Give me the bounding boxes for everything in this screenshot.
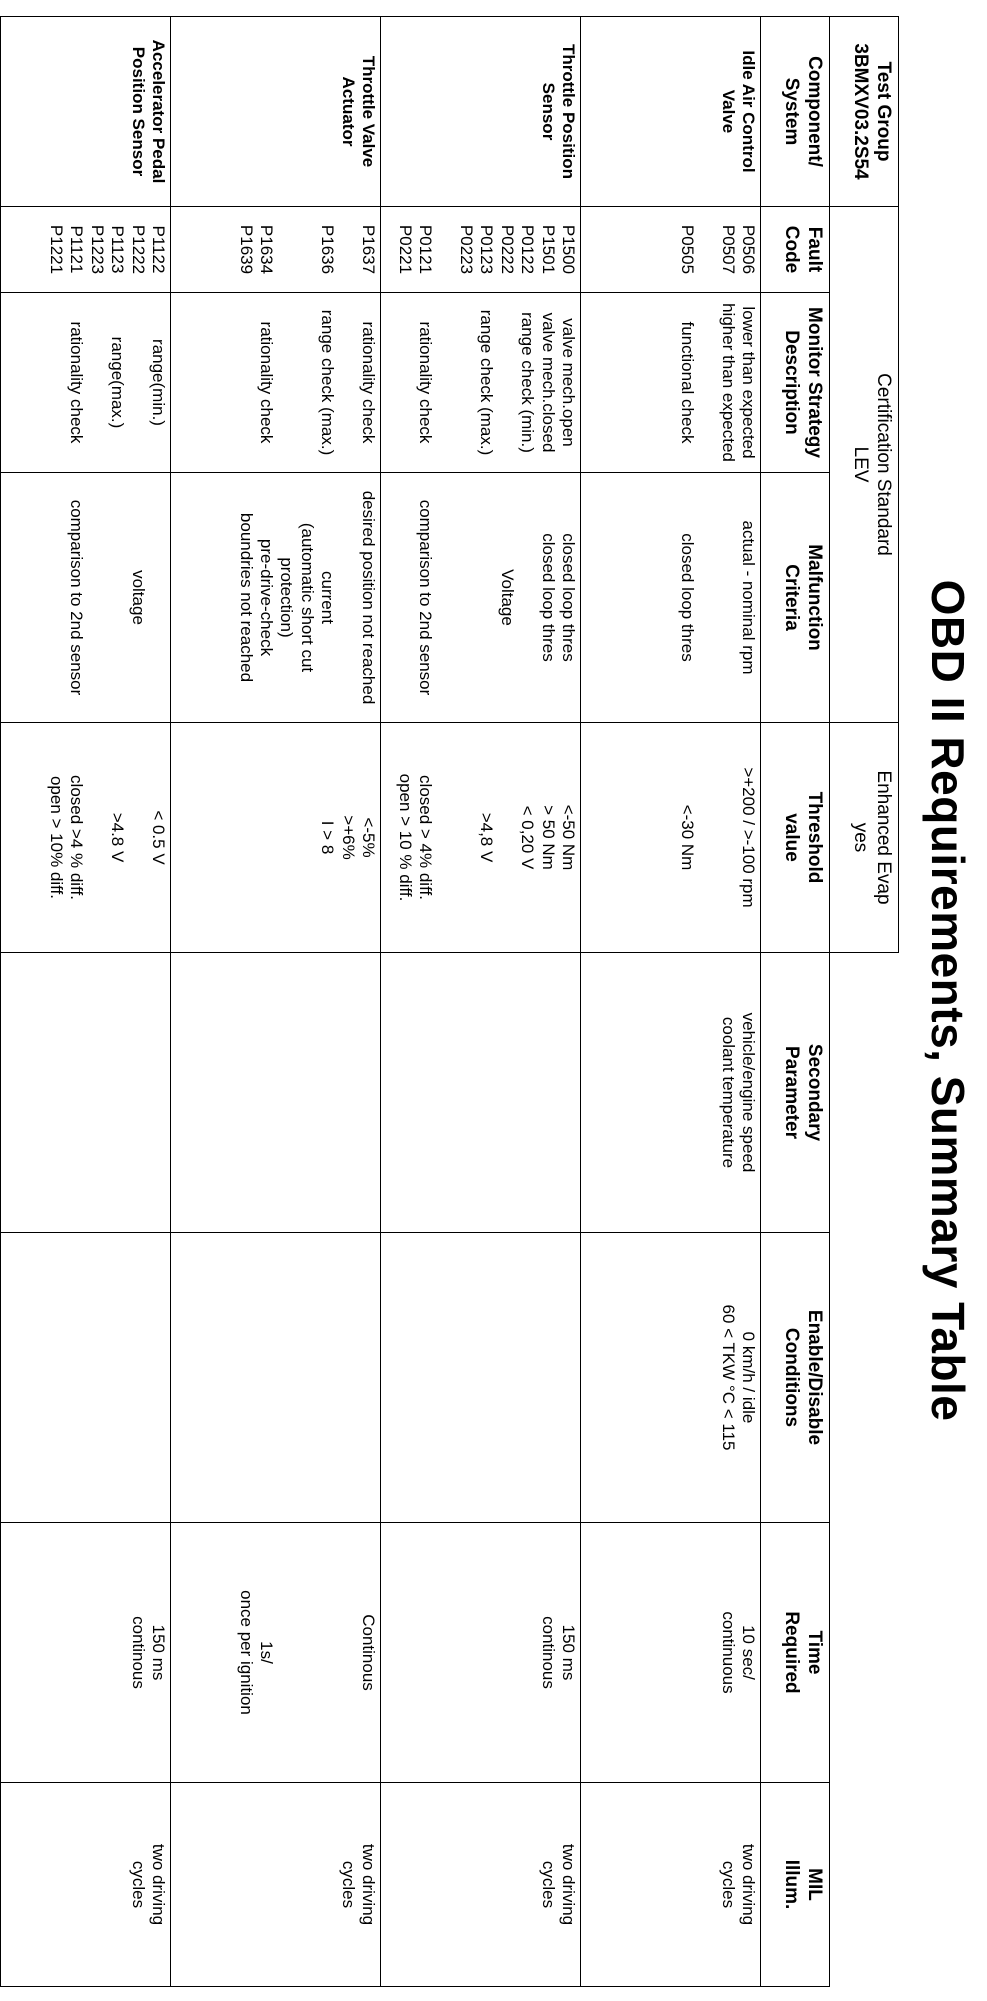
column-header-line: Component/: [804, 56, 825, 167]
test-group-header: Test Group 3BMXV03.2S54: [830, 17, 899, 207]
cell-threshold-value: [581, 723, 761, 953]
table-row: [171, 17, 381, 1987]
cell-line: > 50 Nm: [538, 805, 558, 870]
cell-line: open > 10% diff.: [47, 775, 67, 900]
cell-component: [0, 17, 1, 207]
cell-line: Actuator: [338, 76, 358, 147]
cell-line: [296, 211, 316, 288]
cell-line: higher than expected: [718, 303, 738, 462]
cell-line: < 0.5 V: [149, 810, 168, 865]
cell-line: [717, 727, 737, 948]
cell-monitor-strategy: [1, 293, 171, 473]
cell-line: < 0,20 V: [518, 805, 538, 870]
cell-secondary-parameter: [1, 953, 171, 1233]
cell-line: [46, 477, 66, 718]
cell-line: [46, 297, 66, 468]
cell-time-required: [1, 1523, 171, 1783]
cell-line: [86, 727, 106, 948]
cell-line: continuous: [718, 1611, 738, 1694]
cell-fault-code: [1, 207, 171, 293]
cell-line: [276, 727, 296, 948]
column-header-line: Description: [781, 330, 803, 435]
cell-line: lower than expected: [739, 306, 758, 459]
cell-threshold-value: [171, 723, 381, 953]
cell-line: [256, 727, 276, 948]
cell-line: boundries not reached: [236, 512, 256, 683]
cell-line: Throttle Valve: [359, 55, 378, 168]
cell-line: [86, 477, 106, 718]
column-header-line: System: [781, 77, 803, 146]
column-header-fault-code: [761, 207, 830, 293]
cell-line: actual - nominal rpm: [739, 520, 758, 675]
cell-line: rationality check: [416, 321, 436, 444]
cell-component: [381, 17, 581, 207]
cell-line: [435, 211, 455, 288]
cell-time-required: [381, 1523, 581, 1783]
table-row: [381, 17, 581, 1987]
cell-line: Valve: [718, 89, 738, 134]
cell-fault-code: [381, 207, 581, 293]
cell-line: [697, 477, 717, 718]
cell-line: comparison to 2nd sensor: [67, 499, 87, 696]
cell-line: Voltage: [497, 569, 517, 626]
cell-line: 150 ms: [559, 1624, 578, 1681]
cell-line: [337, 1527, 357, 1778]
cell-mil-illum: [0, 1783, 1, 1987]
cell-line: vehicle/engine speed: [739, 1012, 758, 1173]
cell-line: 1s/: [257, 1641, 277, 1664]
cell-line: P1636: [318, 224, 338, 275]
cell-line: closed loop thres: [559, 533, 578, 662]
cell-secondary-parameter: [381, 953, 581, 1233]
cell-line: Position Sensor: [128, 46, 148, 177]
cell-line: [127, 297, 147, 468]
cell-line: [456, 727, 476, 948]
column-header-enable-conditions: [761, 1233, 830, 1523]
cell-line: [276, 211, 296, 288]
cell-line: valve mech.open: [559, 318, 578, 447]
cell-line: P0505: [677, 224, 697, 275]
cell-line: P1122: [149, 225, 168, 274]
column-header-malfunction-criteria: [761, 473, 830, 723]
cell-line: <-50 Nm: [559, 804, 578, 871]
cell-line: closed loop thres: [538, 533, 558, 662]
cell-line: [317, 1527, 337, 1778]
cell-line: range(max.): [108, 336, 128, 429]
cell-line: two driving: [739, 1843, 758, 1926]
cell-line: once per ignition: [236, 1590, 256, 1715]
cell-time-required: [581, 1523, 761, 1783]
cell-line: P0222: [497, 224, 517, 275]
enhanced-evap-header: Enhanced Evap yes: [830, 723, 899, 953]
cell-line: P1634: [257, 224, 277, 275]
cell-malfunction-criteria: [581, 473, 761, 723]
cell-line: comparison to 2nd sensor: [416, 499, 436, 696]
column-header-monitor-strategy: [761, 293, 830, 473]
cell-line: [358, 1237, 378, 1518]
cell-line: voltage: [128, 570, 148, 625]
column-header-line: value: [781, 813, 803, 862]
cell-line: valve mech.closed: [538, 312, 558, 453]
cell-line: I > 8: [318, 820, 338, 855]
cell-line: [148, 477, 168, 718]
cell-line: [337, 297, 357, 468]
cell-fault-code: [581, 207, 761, 293]
cell-line: continous: [538, 1616, 558, 1689]
column-header-threshold-value: [761, 723, 830, 953]
cell-line: P1223: [87, 224, 107, 275]
cell-enable-conditions: [171, 1233, 381, 1523]
cell-line: >+6%: [338, 815, 358, 860]
cell-time-required: [0, 1523, 1, 1783]
cell-line: [127, 727, 147, 948]
cell-line: [496, 727, 516, 948]
column-header-line: Conditions: [781, 1327, 803, 1428]
table-row: [1, 17, 171, 1987]
cell-line: [394, 477, 414, 718]
cell-line: two driving: [149, 1843, 168, 1926]
cell-line: [496, 297, 516, 468]
cell-line: [337, 211, 357, 288]
cell-line: protection): [277, 557, 297, 638]
column-header-row: [761, 17, 830, 1987]
cell-line: P1221: [47, 224, 67, 275]
cell-line: P1222: [128, 224, 148, 275]
column-header-line: Monitor Strategy: [804, 307, 825, 458]
cell-line: [697, 727, 717, 948]
cell-malfunction-criteria: [1, 473, 171, 723]
cell-enable-conditions: [581, 1233, 761, 1523]
cell-line: Sensor: [538, 82, 558, 141]
column-header-line: Threshold: [804, 791, 825, 884]
cell-line: >4,8 V: [477, 812, 497, 863]
cell-secondary-parameter: [0, 953, 1, 1233]
cell-line: P1501: [538, 224, 558, 275]
column-header-line: Enable/Disable: [804, 1309, 825, 1446]
cell-line: cycles: [538, 1860, 558, 1909]
cell-monitor-strategy: [0, 293, 1, 473]
cell-enable-conditions: [1, 1233, 171, 1523]
cell-line: rationality check: [359, 321, 378, 444]
blank-header-area: [830, 953, 899, 1987]
cell-line: [456, 477, 476, 718]
table-row: [581, 17, 761, 1987]
cell-line: [697, 297, 717, 468]
cell-line: [296, 297, 316, 468]
cell-mil-illum: [381, 1783, 581, 1987]
cell-line: range(min.): [149, 339, 168, 426]
column-header-line: MIL: [804, 1868, 825, 1901]
cell-line: [276, 1527, 296, 1778]
column-header-line: Code: [781, 225, 803, 274]
cell-line: closed loop thres: [677, 533, 697, 662]
cell-line: P0122: [518, 224, 538, 275]
cell-line: [337, 477, 357, 718]
cell-time-required: [171, 1523, 381, 1783]
cell-monitor-strategy: [581, 293, 761, 473]
column-header-line: Malfunction: [804, 544, 825, 651]
cell-line: [394, 297, 414, 468]
cell-line: range check (max.): [477, 309, 497, 456]
document-title: OBD II Requirements, Summary Table: [922, 579, 974, 1422]
column-header-component: [761, 17, 830, 207]
cell-line: P1500: [559, 224, 578, 275]
cell-line: P1123: [108, 225, 128, 274]
cell-fault-code: [171, 207, 381, 293]
cell-line: [148, 957, 168, 1228]
cell-line: closed > 4% diff.: [416, 775, 436, 900]
cell-line: P0121: [416, 224, 436, 275]
cell-malfunction-criteria: [0, 473, 1, 723]
cell-enable-conditions: [0, 1233, 1, 1523]
cell-line: [476, 477, 496, 718]
column-header-line: Criteria: [781, 564, 803, 631]
column-header-time-required: [761, 1523, 830, 1783]
cell-line: [86, 297, 106, 468]
cell-secondary-parameter: [581, 953, 761, 1233]
cell-line: rationality check: [257, 321, 277, 444]
cell-line: pre-drive-check: [257, 538, 277, 657]
cell-line: [358, 957, 378, 1228]
cell-line: P0507: [718, 224, 738, 275]
cell-line: [435, 727, 455, 948]
cell-line: cycles: [338, 1860, 358, 1909]
cell-line: P0123: [477, 224, 497, 275]
table-row: [0, 17, 1, 1987]
cell-line: P1639: [236, 224, 256, 275]
cell-line: [435, 297, 455, 468]
cell-monitor-strategy: [171, 293, 381, 473]
cell-line: [107, 477, 127, 718]
column-header-line: Secondary: [804, 1043, 825, 1142]
cell-line: Continous: [359, 1614, 378, 1691]
cell-secondary-parameter: [171, 953, 381, 1233]
cell-line: >4.8 V: [108, 812, 128, 863]
cell-mil-illum: [171, 1783, 381, 1987]
cell-line: [717, 477, 737, 718]
obd-summary-table: [0, 16, 899, 1987]
cell-enable-conditions: [381, 1233, 581, 1523]
cell-line: P1637: [359, 224, 378, 275]
cell-line: P0221: [395, 224, 415, 275]
cell-line: [697, 211, 717, 288]
cell-line: >+200 / >-100 rpm: [739, 767, 758, 908]
cell-line: open > 10 % diff.: [395, 773, 415, 902]
cell-line: [296, 1527, 316, 1778]
cell-mil-illum: [1, 1783, 171, 1987]
cell-line: P0223: [457, 224, 477, 275]
cell-line: Idle Air Control: [739, 50, 758, 173]
cell-line: 10 sec/: [739, 1625, 758, 1680]
cell-line: coolant temperature: [718, 1016, 738, 1169]
table-body: [0, 17, 761, 1987]
top-header-row: [830, 17, 899, 1987]
cell-line: [456, 297, 476, 468]
cell-line: functional check: [677, 321, 697, 444]
cell-line: P0506: [739, 224, 758, 275]
column-header-secondary-parameter: [761, 953, 830, 1233]
cell-line: rationality check: [67, 321, 87, 444]
cell-line: <-5%: [359, 817, 378, 858]
cell-line: [276, 297, 296, 468]
cell-line: [148, 1237, 168, 1518]
cell-line: [235, 727, 255, 948]
cell-line: closed >4 % diff.: [67, 775, 87, 900]
column-header-line: Required: [781, 1611, 803, 1694]
cell-line: range check (max.): [318, 309, 338, 456]
cell-fault-code: [0, 207, 1, 293]
cell-line: continous: [128, 1616, 148, 1689]
cell-malfunction-criteria: [171, 473, 381, 723]
cell-line: P1121: [67, 225, 87, 274]
cell-monitor-strategy: [381, 293, 581, 473]
column-header-line: Time: [804, 1630, 825, 1675]
cell-line: [435, 477, 455, 718]
column-header-line: Illum.: [781, 1859, 803, 1910]
cell-line: current: [318, 571, 338, 624]
cell-line: [558, 1237, 578, 1518]
certification-standard-header: Certification Standard LEV: [830, 207, 899, 723]
cell-line: range check (min.): [518, 312, 538, 453]
cell-component: [1, 17, 171, 207]
cell-line: 60 < TKW °C < 115: [718, 1304, 738, 1451]
cell-line: cycles: [128, 1860, 148, 1909]
cell-line: [296, 727, 316, 948]
cell-line: <-30 Nm: [677, 804, 697, 871]
cell-line: (automatic short cut: [297, 522, 317, 673]
cell-line: 0 km/h / idle: [739, 1331, 758, 1424]
cell-line: [517, 477, 537, 718]
cell-malfunction-criteria: [381, 473, 581, 723]
column-header-mil-illum: [761, 1783, 830, 1987]
column-header-line: Parameter: [781, 1046, 803, 1139]
cell-line: desired position not reached: [359, 490, 378, 705]
cell-line: Accelerator Pedal: [149, 39, 168, 184]
cell-threshold-value: [0, 723, 1, 953]
cell-threshold-value: [381, 723, 581, 953]
cell-line: two driving: [559, 1843, 578, 1926]
cell-mil-illum: [581, 1783, 761, 1987]
cell-line: 150 ms: [149, 1624, 168, 1681]
cell-line: two driving: [359, 1843, 378, 1926]
column-header-line: Fault: [804, 226, 825, 273]
cell-line: cycles: [718, 1860, 738, 1909]
cell-threshold-value: [1, 723, 171, 953]
cell-component: [171, 17, 381, 207]
cell-line: [558, 957, 578, 1228]
cell-line: Throttle Position: [559, 43, 578, 180]
cell-line: [235, 297, 255, 468]
cell-component: [581, 17, 761, 207]
